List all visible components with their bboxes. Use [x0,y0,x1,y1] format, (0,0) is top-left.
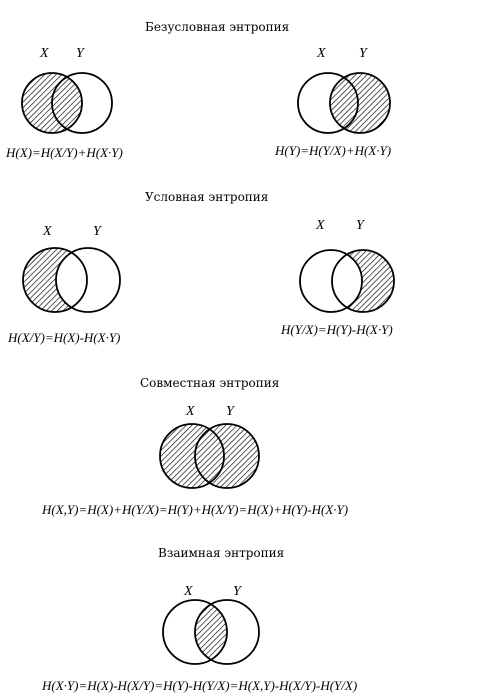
label-x: X [186,404,195,419]
label-y: Y [233,584,241,599]
label-x: X [43,224,52,239]
label-x: X [40,46,49,61]
formula-hx-given-y: H(X/Y)=H(X)-H(X·Y) [8,330,121,345]
label-y: Y [93,224,101,239]
formula-hy: H(Y)=H(Y/X)+H(X·Y) [275,143,392,158]
label-x: X [316,218,325,233]
section-title-mutual: Взаимная энтропия [158,546,285,560]
section-title-conditional: Условная энтропия [145,190,269,204]
label-x: X [317,46,326,61]
formula-joint: H(X,Y)=H(X)+H(Y/X)=H(Y)+H(X/Y)=H(X)+H(Y)-H(X·Y) [42,502,349,517]
section-title-joint: Совместная энтропия [140,376,280,390]
label-y: Y [356,218,364,233]
label-y: Y [76,46,84,61]
formula-hy-given-x: H(Y/X)=H(Y)-H(X·Y) [281,322,393,337]
label-y: Y [359,46,367,61]
label-y: Y [226,404,234,419]
formula-hx: H(X)=H(X/Y)+H(X·Y) [6,145,123,160]
label-x: X [184,584,193,599]
section-title-unconditional: Безусловная энтропия [145,20,290,34]
formula-mutual: H(X·Y)=H(X)-H(X/Y)=H(Y)-H(Y/X)=H(X,Y)-H(X/Y)-H(Y/X) [42,678,358,693]
